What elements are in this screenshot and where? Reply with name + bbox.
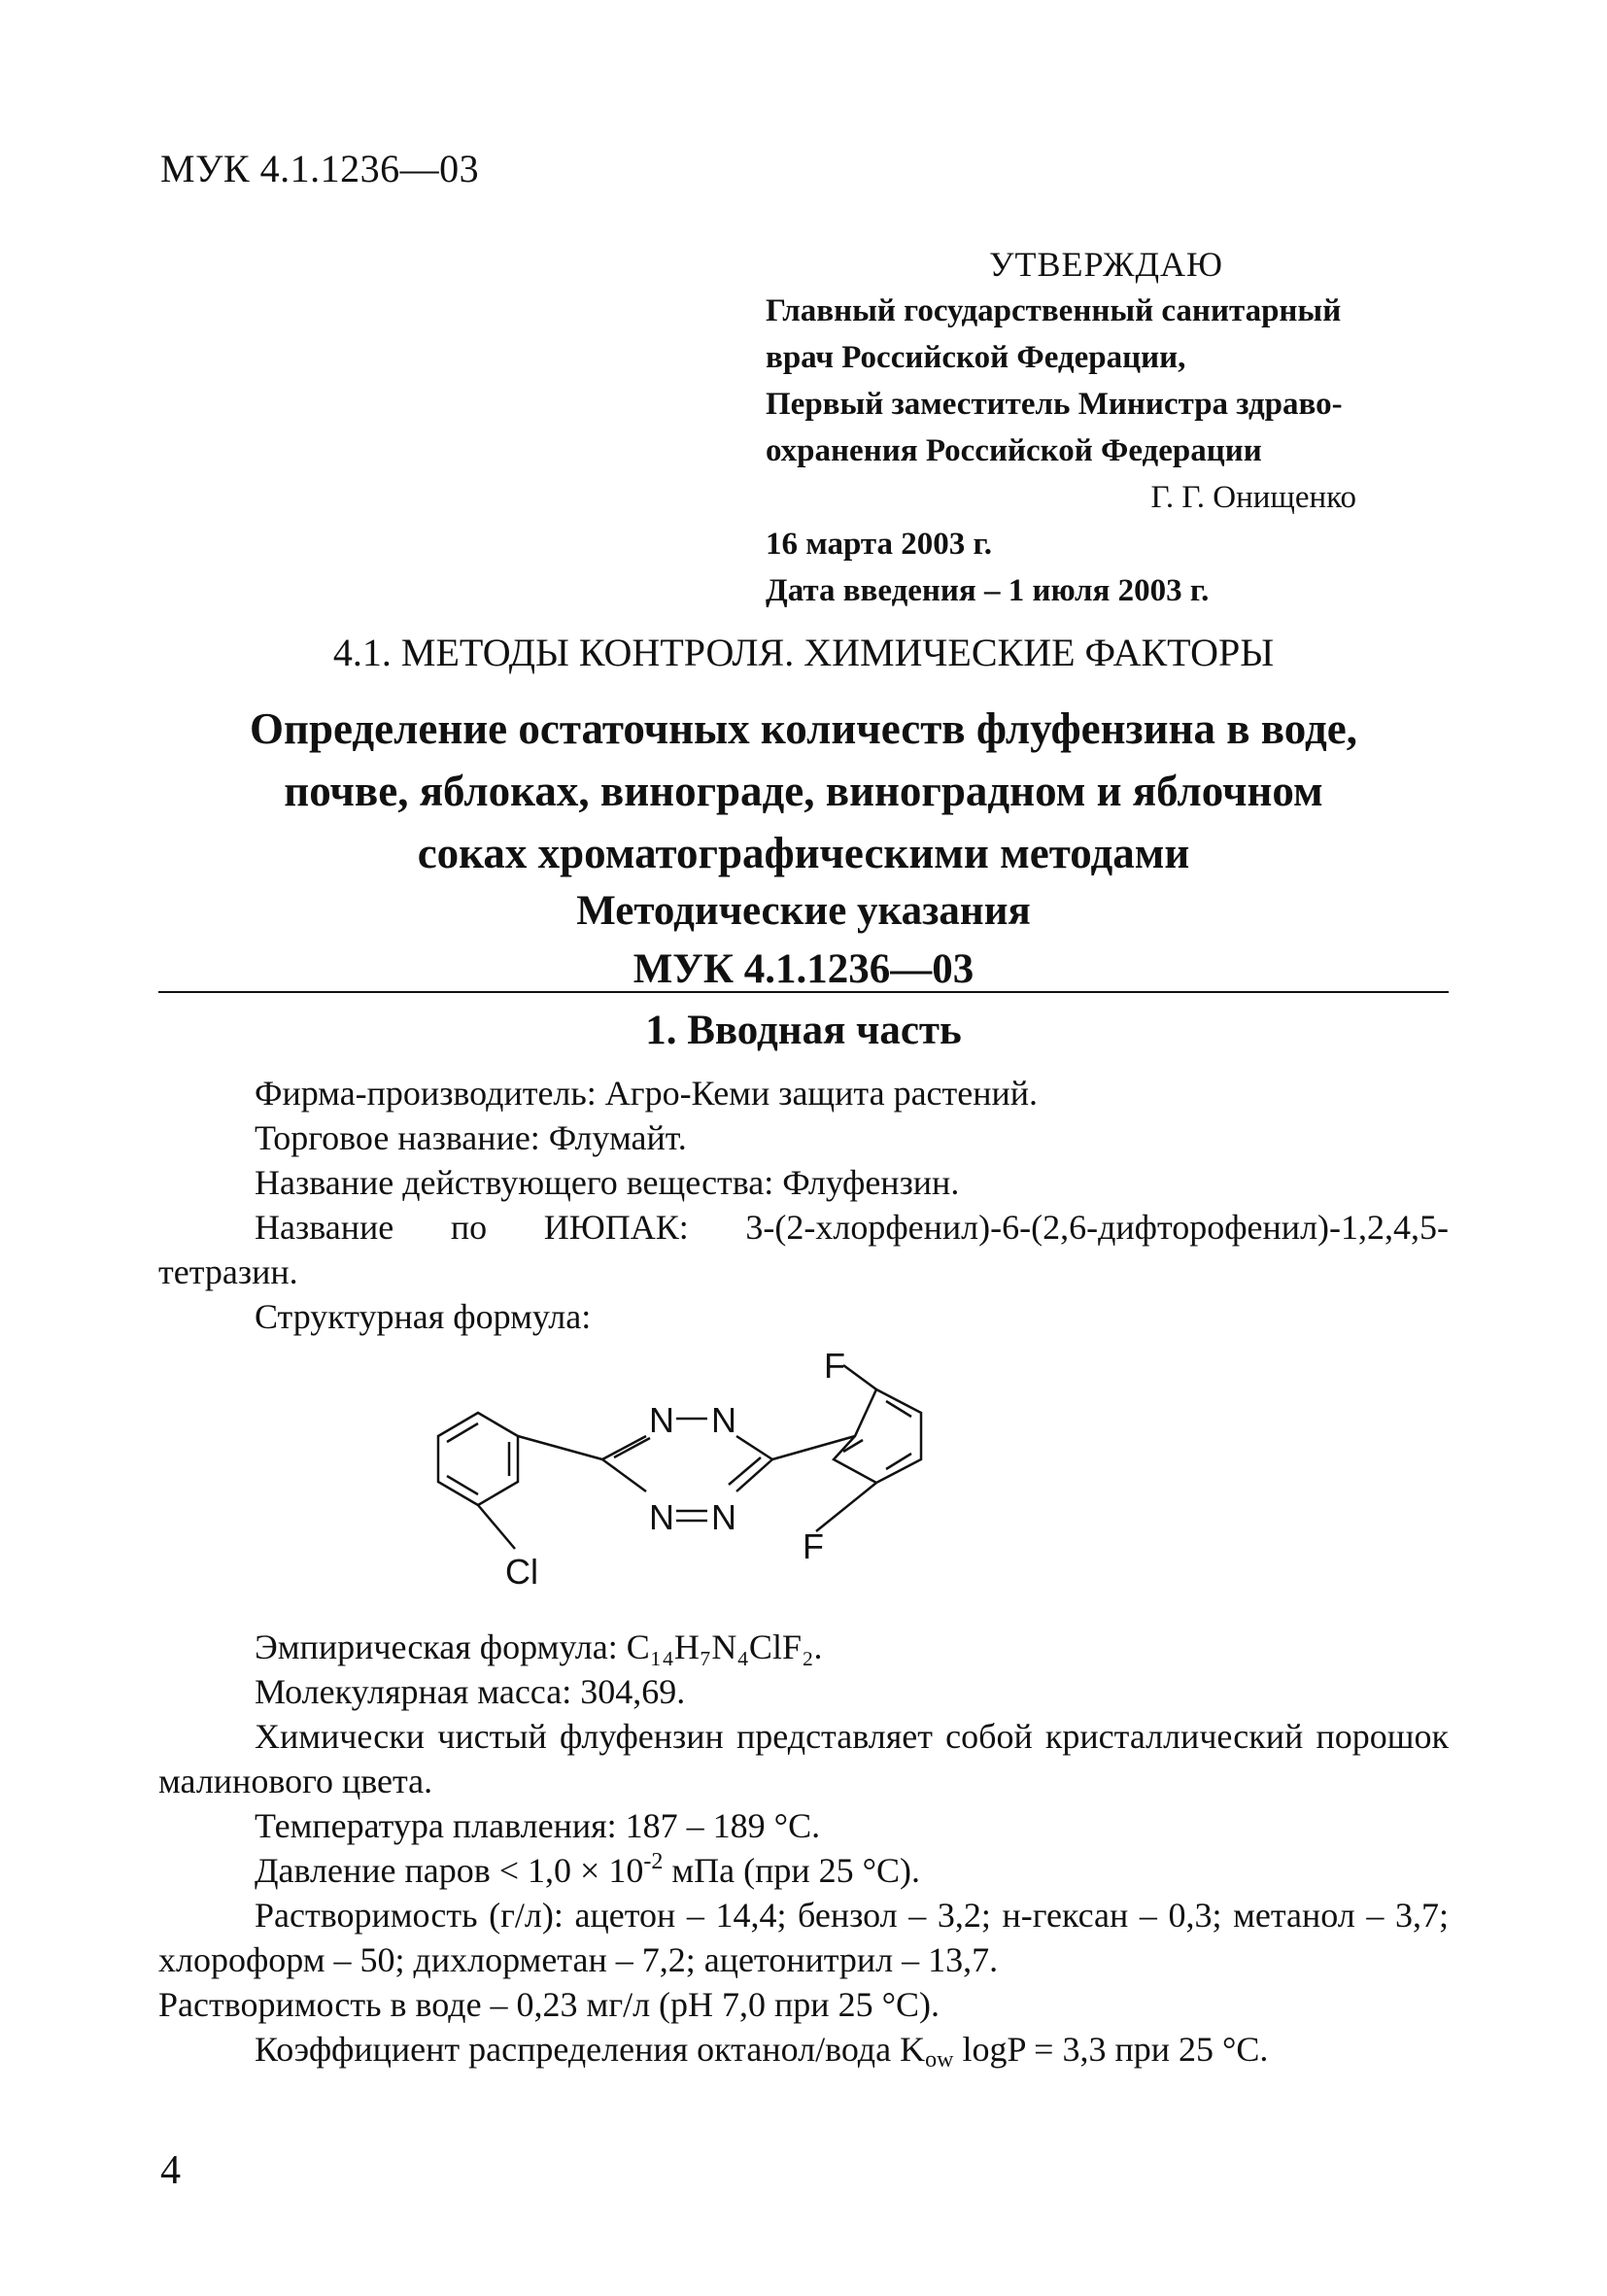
partition-subscript: ow (925, 2047, 954, 2073)
formula-bonds (438, 1365, 921, 1549)
structural-formula-diagram (389, 1345, 991, 1607)
page-number: 4 (160, 2148, 181, 2193)
approval-effective-date: Дата введения – 1 июля 2003 г. (766, 573, 1210, 608)
melting-point-line: Температура плавления: 187 – 189 °С. (255, 1806, 821, 1845)
empirical-formula-label: Эмпирическая формула: (255, 1628, 627, 1666)
structural-formula-label: Структурная формула: (255, 1297, 592, 1336)
approval-line: охранения Российской Федерации (766, 433, 1262, 468)
document-code: МУК 4.1.1236—03 (160, 147, 480, 190)
active-substance-line: Название действующего вещества: Флуфензин. (255, 1163, 960, 1202)
trade-name-line: Торговое название: Флумайт. (255, 1118, 687, 1157)
atom-n4: N (711, 1497, 736, 1537)
horizontal-rule (158, 991, 1449, 993)
vapor-pressure-suffix: мПа (при 25 °С). (663, 1851, 921, 1890)
vapor-pressure-prefix: Давление паров < 1,0 × 10 (255, 1851, 644, 1890)
solubility-paragraph: Растворимость (г/л): ацетон – 14,4; бензол – 3,2; н-гексан – 0,3; метанол – 3,7; хлороформ – 50; дихлорметан – 7,2; ацетонитрил – 13,7. (158, 1896, 1449, 1979)
approval-block (766, 241, 1407, 614)
partition-suffix: logP = 3,3 при 25 °С. (953, 2030, 1269, 2069)
guidelines-label: Методические указания (576, 888, 1031, 934)
molar-mass-line: Молекулярная масса: 304,69. (255, 1672, 686, 1711)
approval-line: Главный государственный санитарный (766, 293, 1342, 328)
approval-heading: УТВЕРЖДАЮ (989, 245, 1224, 284)
title-line: почве, яблоках, винограде, виноградном и яблочном (284, 767, 1323, 815)
partition-prefix: Коэффициент распределения октанол/вода K (255, 2030, 926, 2069)
section-heading: 4.1. МЕТОДЫ КОНТРОЛЯ. ХИМИЧЕСКИЕ ФАКТОРЫ (332, 631, 1275, 674)
empirical-formula (158, 1625, 1449, 1669)
atom-n2: N (711, 1400, 736, 1440)
atom-n1: N (649, 1400, 674, 1440)
approval-signer: Г. Г. Онищенко (1150, 480, 1356, 515)
manufacturer-line: Фирма-производитель: Агро-Кеми защита растений. (255, 1074, 1039, 1113)
vapor-pressure-exponent: -2 (643, 1849, 664, 1874)
water-solubility-line: Растворимость в воде – 0,23 мг/л (рН 7,0 при 25 °С). (158, 1985, 940, 2024)
atom-cl: Cl (505, 1552, 538, 1592)
atom-f-bottom: F (803, 1526, 824, 1566)
intro-heading: 1. Вводная часть (645, 1008, 962, 1053)
empirical-formula-value: C₁₄H₇N₄ClF₂. (626, 1628, 823, 1666)
title-line: Определение остаточных количеств флуфензина в воде, (250, 704, 1357, 753)
atom-n3: N (649, 1497, 674, 1537)
approval-line: врач Российской Федерации, (766, 340, 1186, 375)
vapor-pressure-line (158, 1848, 1449, 1893)
guidelines-heading (0, 882, 1607, 999)
partition-coefficient-line (158, 2027, 1449, 2072)
title-line: соках хроматографическими методами (417, 829, 1190, 877)
document-title (0, 698, 1607, 884)
approval-line: Первый заместитель Министра здраво- (766, 387, 1343, 422)
formula-atoms (505, 1346, 845, 1592)
approval-date: 16 марта 2003 г. (766, 527, 993, 562)
description-paragraph: Химически чистый флуфензин представляет собой кристаллический порошок малинового цвета. (158, 1717, 1449, 1800)
guidelines-code: МУК 4.1.1236—03 (633, 946, 974, 992)
iupac-name: Название по ИЮПАК: 3-(2-хлорфенил)-6-(2,6-дифторофенил)-1,2,4,5-тетразин. (158, 1208, 1449, 1291)
atom-f-top: F (824, 1346, 845, 1386)
